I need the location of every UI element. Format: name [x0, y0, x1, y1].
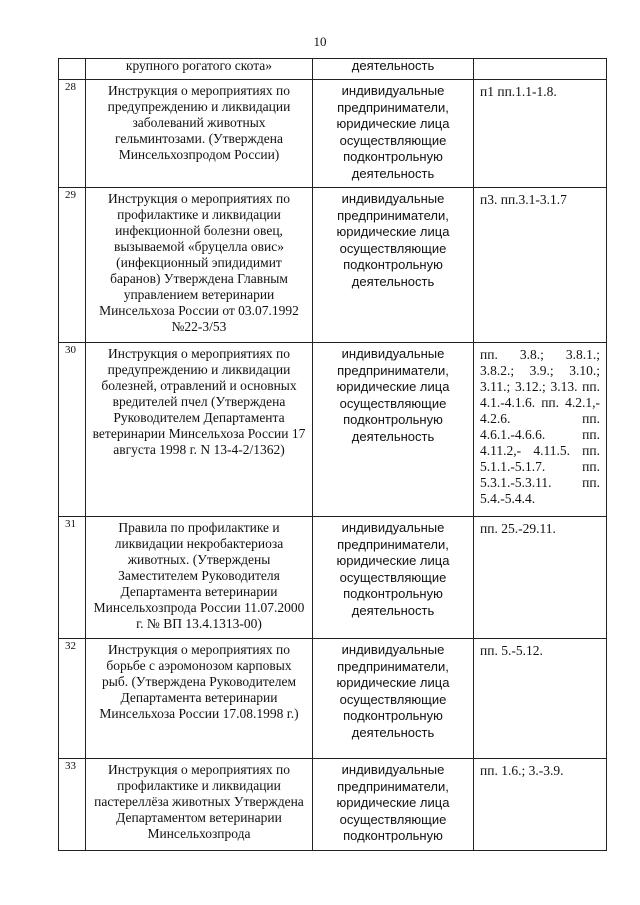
table-row: [59, 517, 607, 639]
row-number-cell: 33: [59, 759, 86, 851]
document-cell: Инструкция о мероприятиях по борьбе с аэромонозом карповых рыб. (Утверждена Руководителем Департамента ветеринарии Минсельхоза России 17.08.1998 г.): [86, 639, 313, 759]
table-row: [59, 80, 607, 188]
subject-cell: индивидуальные предприниматели, юридические лица осуществляющие подконтрольную деятельность: [313, 639, 474, 759]
row-number-cell: [59, 59, 86, 80]
document-cell: крупного рогатого скота»: [86, 59, 313, 80]
reference-cell: п3. пп.3.1-3.1.7: [474, 188, 607, 343]
row-number-cell: 32: [59, 639, 86, 759]
document-cell: Инструкция о мероприятиях по предупреждению и ликвидации болезней, отравлений и основных вредителей пчел (Утверждена Руководителем Департамента ветеринарии Минсельхоза России 17 августа 1998 г. N 13-4-2/1362): [86, 343, 313, 517]
page-number: 10: [313, 34, 327, 49]
reference-cell: пп. 1.6.; 3.-3.9.: [474, 759, 607, 851]
subject-cell: деятельность: [313, 59, 474, 80]
table-row-continuation: [59, 59, 607, 80]
document-cell: Инструкция о мероприятиях по профилактике и ликвидации пастереллёза животных Утверждена Департаментом ветеринарии Минсельхозпрода: [86, 759, 313, 851]
reference-cell: [474, 59, 607, 80]
subject-cell: индивидуальные предприниматели, юридические лица осуществляющие подконтрольную деятельность: [313, 80, 474, 188]
subject-cell: индивидуальные предприниматели, юридические лица осуществляющие подконтрольную деятельность: [313, 188, 474, 343]
reference-cell: пп. 5.-5.12.: [474, 639, 607, 759]
table-row: [59, 343, 607, 517]
document-cell: Инструкция о мероприятиях по предупреждению и ликвидации заболеваний животных гельминтозами. (Утверждена Минсельхозпродом России): [86, 80, 313, 188]
row-number-cell: 29: [59, 188, 86, 343]
subject-cell: индивидуальные предприниматели, юридические лица осуществляющие подконтрольную: [313, 759, 474, 851]
row-number-cell: 31: [59, 517, 86, 639]
document-cell: Правила по профилактике и ликвидации некробактериоза животных. (Утверждены Заместителем Руководителя Департамента ветеринарии Минсельхозпрода России 11.07.2000 г. № ВП 13.4.1313-00): [86, 517, 313, 639]
reference-cell: пп. 3.8.; 3.8.1.; 3.8.2.; 3.9.; 3.10.; 3.11.; 3.12.; 3.13. пп. 4.1.-4.1.6. пп. 4.2.1,- 4.2.6. пп. 4.6.1.-4.6.6. пп. 4.11.2,- 4.11.5. пп. 5.1.1.-5.1.7. пп. 5.3.1.-5.3.11. пп. 5.4.-5.4.4.: [474, 343, 607, 517]
reference-cell: пп. 25.-29.11.: [474, 517, 607, 639]
requirements-table: [58, 58, 607, 851]
table-row: [59, 639, 607, 759]
row-number-cell: 28: [59, 80, 86, 188]
subject-cell: индивидуальные предприниматели, юридические лица осуществляющие подконтрольную деятельность: [313, 517, 474, 639]
table-row: [59, 759, 607, 851]
table-row: [59, 188, 607, 343]
row-number-cell: 30: [59, 343, 86, 517]
subject-cell: индивидуальные предприниматели, юридические лица осуществляющие подконтрольную деятельность: [313, 343, 474, 517]
reference-cell: п1 пп.1.1-1.8.: [474, 80, 607, 188]
document-cell: Инструкция о мероприятиях по профилактике и ликвидации инфекционной болезни овец, вызываемой «бруцелла овис» (инфекционный эпидидимит баранов) Утверждена Главным управлением ветеринарии Минсельхоза России от 03.07.1992 №22-3/53: [86, 188, 313, 343]
